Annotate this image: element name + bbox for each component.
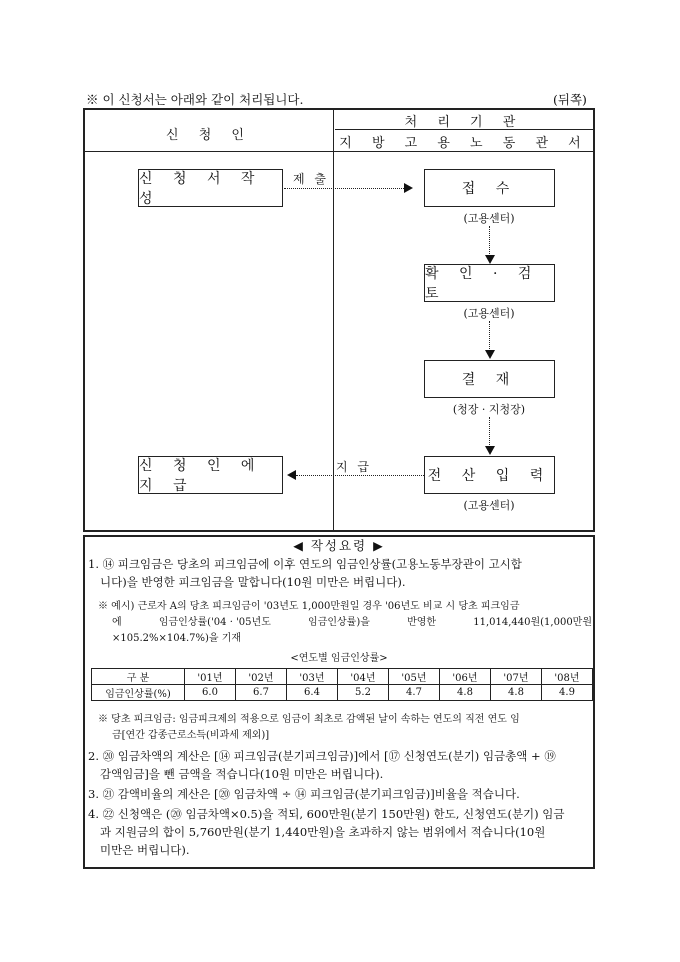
step-review-box — [424, 264, 555, 302]
step-approval-label: 결 재 — [461, 372, 518, 388]
table-cell: 임금인상률(%) — [92, 685, 185, 701]
table-cell: 4.7 — [389, 685, 440, 701]
peak-wage-note-line-2: 금[연간 갑종근로소득(비과세 제외)] — [112, 730, 270, 741]
guide-item-2-line-1: 2. ⑳ 임금차액의 계산은 [⑭ 피크임금(분기피크임금)]에서 [⑰ 신청연도(분기) 임금총액 + ⑲ — [88, 749, 556, 763]
step-data-entry-box — [424, 456, 555, 494]
table-row — [92, 685, 593, 701]
table-cell: '07년 — [491, 669, 542, 685]
agency-name-header: 지 방 고 용 노 동 관 서 — [339, 136, 589, 151]
writing-guide-title-text: ◀ 작성요령 ▶ — [289, 538, 388, 553]
page-side-label: (뒤쪽) — [553, 92, 587, 107]
guide-item-1-line-1: 1. ⑭ 피크임금은 당초의 피크임금에 이후 연도의 임금인상률(고용노동부장관이 고시합 — [88, 557, 522, 571]
payment-to-applicant-label: 신 청 인 에 지 급 — [139, 458, 263, 494]
step-data-entry-label: 전 산 입 력 — [427, 468, 552, 484]
step-receipt-box — [424, 169, 555, 207]
arrow-down-icon — [485, 255, 495, 264]
peak-wage-note-line-1: ※ 당초 피크임금: 임금피크제의 적용으로 임금이 최초로 감액된 날이 속하는 연도의 직전 연도 임 — [98, 714, 520, 725]
step-approval-caption: (청장 · 지청장) — [452, 403, 526, 416]
application-writing-box — [138, 169, 283, 207]
arrow-left-icon — [287, 470, 296, 480]
header-bottom-line — [85, 151, 593, 152]
table-cell: 6.0 — [185, 685, 236, 701]
wage-increase-rate-table — [91, 668, 593, 701]
table-cell: '05년 — [389, 669, 440, 685]
down-arrow-line-3 — [489, 417, 490, 447]
table-row — [92, 669, 593, 685]
table-cell: 구 분 — [92, 669, 185, 685]
step-receipt-caption: (고용센터) — [463, 212, 515, 225]
example-line-2-part-c: 임금인상률)을 — [308, 617, 370, 628]
table-cell: '01년 — [185, 669, 236, 685]
arrow-down-icon — [485, 350, 495, 359]
table-cell: 5.2 — [338, 685, 389, 701]
arrow-right-icon — [404, 183, 413, 193]
column-divider — [333, 110, 334, 530]
table-cell: '04년 — [338, 669, 389, 685]
step-data-entry-caption: (고용센터) — [463, 499, 515, 512]
down-arrow-line-2 — [489, 321, 490, 351]
guide-item-4-line-2: 과 지원금의 합이 5,760만원(분기 1,440만원)을 초과하지 않는 범위에서 적습니다(10원 — [100, 825, 546, 839]
submit-label: 제 출 — [293, 172, 329, 186]
agency-column-header: 처 리 기 관 — [404, 115, 524, 130]
pay-arrow-line — [296, 475, 424, 476]
guide-item-3-line-1: 3. ㉑ 감액비율의 계산은 [⑳ 임금차액 ÷ ⑭ 피크임금(분기피크임금)]비율을 적습니다. — [88, 787, 520, 801]
pay-label: 지 급 — [336, 460, 372, 474]
guide-item-4-line-1: 4. ㉒ 신청액은 (⑳ 임금차액×0.5)을 적되, 600만원(분기 150만원) 한도, 신청연도(분기) 임금 — [88, 807, 565, 821]
step-review-label: 확 인 · 검 토 — [425, 266, 540, 302]
guide-item-1-line-2: 니다)을 반영한 피크임금을 말합니다(10원 미만은 버립니다). — [100, 575, 406, 589]
payment-to-applicant-box — [138, 456, 283, 494]
down-arrow-line-1 — [489, 226, 490, 256]
step-approval-box — [424, 360, 555, 398]
table-cell: '03년 — [287, 669, 338, 685]
table-cell: 4.8 — [440, 685, 491, 701]
table-cell: '08년 — [542, 669, 593, 685]
example-line-1: ※ 예시) 근로자 A의 당초 피크임금이 '03년도 1,000만원일 경우 '06년도 비교 시 당초 피크임금 — [98, 601, 520, 612]
step-receipt-label: 접 수 — [461, 181, 518, 197]
table-cell: 6.4 — [287, 685, 338, 701]
table-cell: 6.7 — [236, 685, 287, 701]
table-cell: 4.9 — [542, 685, 593, 701]
arrow-down-icon — [485, 446, 495, 455]
writing-guide-title — [83, 536, 595, 554]
example-line-2-part-d: 반영한 — [407, 617, 437, 628]
guide-item-4-line-3: 미만은 버립니다). — [100, 843, 190, 857]
application-writing-label: 신 청 서 작 성 — [139, 171, 263, 207]
rate-table-title: <연도별 임금인상률> — [290, 653, 388, 664]
applicant-column-header: 신 청 인 — [166, 128, 252, 143]
example-line-2 — [112, 615, 592, 630]
table-cell: '06년 — [440, 669, 491, 685]
guide-item-2-line-2: 감액임금]을 뺀 금액을 적습니다(10원 미만은 버립니다). — [100, 767, 384, 781]
submit-arrow-line — [284, 188, 404, 189]
processing-note: ※ 이 신청서는 아래와 같이 처리됩니다. — [86, 92, 304, 107]
example-line-2-part-e: 11,014,440원(1,000만원 — [473, 617, 592, 628]
example-line-3: ×105.2%×104.7%)을 기재 — [112, 633, 242, 644]
step-review-caption: (고용센터) — [463, 307, 515, 320]
example-line-2-part-a: 에 — [112, 617, 122, 628]
example-line-2-part-b: 임금인상률('04 · '05년도 — [158, 617, 271, 628]
table-cell: '02년 — [236, 669, 287, 685]
table-cell: 4.8 — [491, 685, 542, 701]
